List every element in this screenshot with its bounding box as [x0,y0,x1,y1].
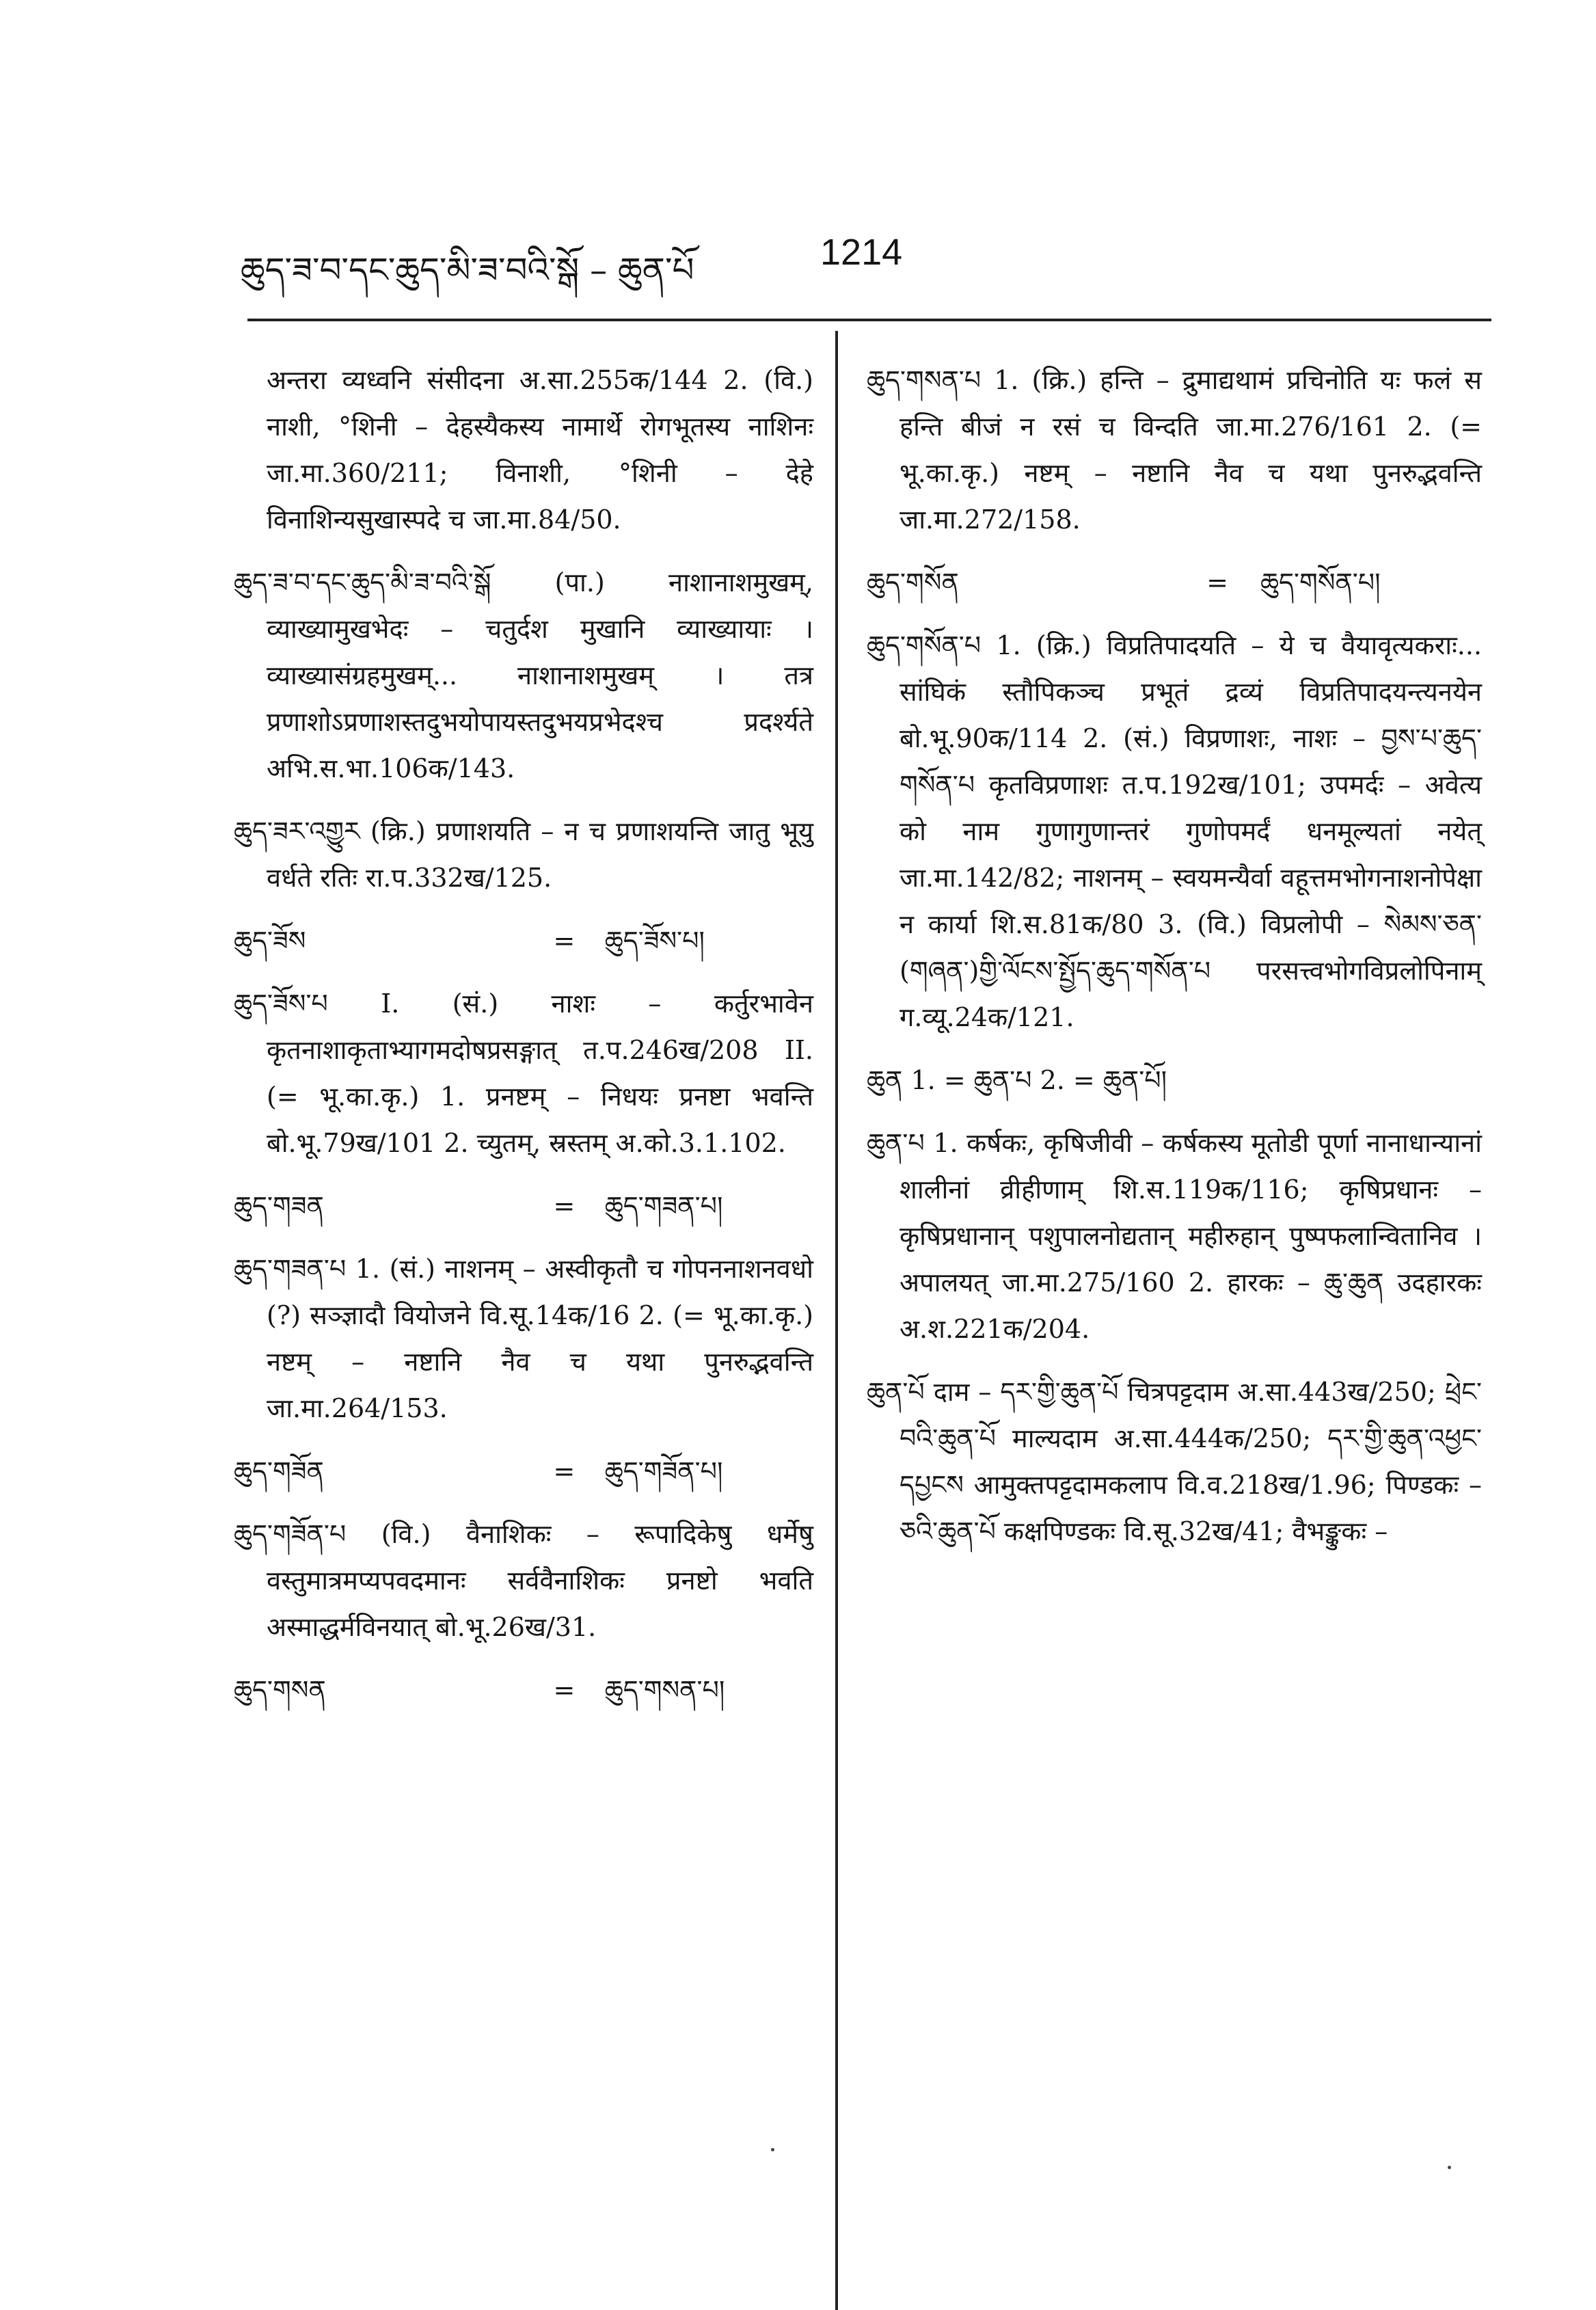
dictionary-entry [867,1369,1482,1555]
dictionary-entry [867,1120,1482,1352]
equals-sign: = [1206,567,1228,597]
dictionary-entry [234,559,813,792]
cross-reference-entry [867,559,1482,606]
entry-headword: ཆུད་གཟོན་པ [234,1519,347,1549]
cross-reference-target: ཆུད་གསོན་པ། [1260,567,1381,597]
cross-reference-entry [234,1183,813,1229]
header-rule [247,319,1491,321]
entry-headword: ཆུད་ཟ་བ་དང་ཆུད་མི་ཟ་བའི་སྒོ [234,567,491,597]
dictionary-entry [867,357,1482,543]
entry-definition: दाम – དར་གྱི་ཆུན་པོ चित्रपट्टदाम अ.सा.443ख/250; ཕྲེང་བའི་ཆུན་པོ माल्यदाम अ.सा.444क/250; དར་གྱི་ཆུན་འཕྱང་དཔྱངས आमुक्तपट्टदामकलाप वि.व.218ख/1.96; पिण्डकः – ཅའི་ཆུན་པོ कक्षपिण्डकः वि.सू.32ख/41; वैभङ्कुकः – [900,1377,1482,1546]
entry-definition: 1. (क्रि.) हन्ति – द्रुमाद्यथामं प्रचिनोति यः फलं स हन्ति बीजं न रसं च विन्दति जा.मा.276/161 2. (= भू.का.कृ.) नष्टम् – नष्टानि नैव च यथा पुनरुद्भवन्ति जा.मा.272/158. [900,365,1482,535]
entry-headword: ཆུད་གསན་པ [867,365,982,395]
entry-headword: ཆུད་ཟོས་པ [234,989,328,1019]
scan-speck [1448,2166,1451,2169]
entry-headword: ཆུན [867,1065,903,1095]
entry-headword: ཆུད་གསོན [867,567,959,597]
entry-definition: (वि.) वैनाशिकः – रूपादिकेषु धर्मेषु वस्तुमात्रमप्यपवदमानः सर्ववैनाशिकः प्रनष्टो भवति अस्माद्धर्मविनयात् बो.भू.26ख/31. [267,1519,813,1642]
cross-reference-target: ཆུད་གཟན་པ། [604,1191,723,1221]
dictionary-entry [234,1511,813,1650]
cross-reference-entry [234,917,813,964]
entry-definition: (पा.) नाशानाशमुखम्, व्याख्यामुखभेदः – चतुर्दश मुखानि व्याख्यायाः । व्याख्यासंग्रहमुखम्... नाशानाशमुखम् । तत्र प्रणाशोऽप्रणाशस्तदुभयोपायस्तदुभयप्रभेदश्च प्रदर्श्यते अभि.स.भा.106क/143. [267,567,813,783]
entry-definition: 1. (क्रि.) विप्रतिपादयति – ये च वैयावृत्यकराः... सांघिकं स्तौपिकञ्च प्रभूतं द्रव्यं विप्रतिपादयन्त्यनयेन बो.भू.90क/114 2. (सं.) विप्रणाशः, नाशः – བྱས་པ་ཆུད་གསོན་པ कृतविप्रणाशः त.प.192ख/101; उपमर्दः – अवेत्य को नाम गुणागुणान्तरं गुणोपमर्दं धनमूल्यतां नयेत् जा.मा.142/82; नाशनम् – स्वयमन्यैर्वा वहूत्तमभोगनाशनोपेक्षा न कार्या शि.स.81क/80 3. (वि.) विप्रलोपी – སེམས་ཅན་(གཞན་)གྱི་ལོངས་སྤྱོད་ཆུད་གསོན་པ परसत्त्वभोगविप्रलोपिनाम् ग.व्यू.24क/121. [900,630,1482,1032]
entry-headword: ཆུན་པོ [867,1377,925,1407]
dictionary-entry [867,622,1482,1040]
entry-headword: ཆུད་གཟན་པ [234,1254,347,1284]
entry-headword: ཆུད་གསན [234,1675,326,1705]
scan-speck [771,2148,774,2151]
cross-reference-entry [234,1667,813,1713]
entry-headword: ཆུད་ཟོས [234,926,306,956]
equals-sign: = [553,1191,576,1221]
entry-definition: 1. कर्षकः, कृषिजीवी – कर्षकस्य मूतोडी पूर्णा नानाधान्यानां शालीनां व्रीहीणाम् शि.स.119क/116; कृषिप्रधानः – कृषिप्रधानान् पशुपालनोद्यतान् महीरुहान् पुष्पफलान्वितानिव । अपालयत् जा.मा.275/160 2. हारकः – ཆུ་ཆུན उदहारकः अ.श.221क/204. [900,1128,1482,1344]
entry-definition: I. (सं.) नाशः – कर्तुरभावेन कृतनाशाकृताभ्यागमदोषप्रसङ्गात् त.प.246ख/208 II. (= भू.का.कृ.) 1. प्रनष्टम् – निधयः प्रनष्टा भवन्ति बो.भू.79ख/101 2. च्युतम्, स्रस्तम् अ.को.3.1.102. [267,989,813,1158]
dictionary-entry [234,1246,813,1432]
entry-headword: ཆུད་ཟར་འགྱུར [234,816,360,846]
cross-reference-target: ཆུད་གསན་པ། [604,1675,725,1705]
equals-sign: = [553,1456,576,1486]
cross-reference-entry [234,1448,813,1494]
continuation-entry: अन्तरा व्यध्वनि संसीदना अ.सा.255क/144 2. (वि.) नाशी, °शिनी – देहस्यैकस्य नामार्थे रोगभूतस्य नाशिनः जा.मा.360/211; विनाशी, °शिनी – देहे विनाशिन्यसुखास्पदे च जा.मा.84/50. [267,365,813,535]
cross-reference-target: ཆུད་ཟོས་པ། [604,926,705,956]
right-column [867,357,1482,1571]
dictionary-entry [234,808,813,901]
entry-definition: 1. (सं.) नाशनम् – अस्वीकृतौ च गोपननाशनवधो (?) सञ्ज्ञादौ वियोजने वि.सू.14क/16 2. (= भू.का.कृ.) नष्टम् – नष्टानि नैव च यथा पुनरुद्भवन्ति जा.मा.264/153. [267,1254,813,1423]
entry-headword: ཆུད་གཟན [234,1191,324,1221]
equals-sign: = [553,1675,576,1705]
entry-definition: (क्रि.) प्रणाशयति – न च प्रणाशयन्ति जातु भूयु वर्धते रतिः रा.प.332ख/125. [267,816,813,893]
dictionary-entry [867,1057,1482,1103]
column-divider [835,331,838,2310]
entry-headword: ཆུན་པ [867,1128,925,1158]
page-number: 1214 [820,232,903,273]
entry-headword: ཆུད་གཟོན [234,1456,324,1486]
equals-sign: = [553,926,576,956]
running-header-title: ཆུད་ཟ་བ་དང་ཆུད་མི་ཟ་བའི་སྒོ – ཆུན་པོ [241,250,694,290]
cross-reference-target: ཆུད་གཟོན་པ། [604,1456,723,1486]
dictionary-entry [234,980,813,1166]
left-column [234,357,813,1730]
entry-definition: 1. = ཆུན་པ 2. = ཆུན་པོ། [910,1065,1167,1095]
entry-headword: ཆུད་གསོན་པ [867,630,982,660]
